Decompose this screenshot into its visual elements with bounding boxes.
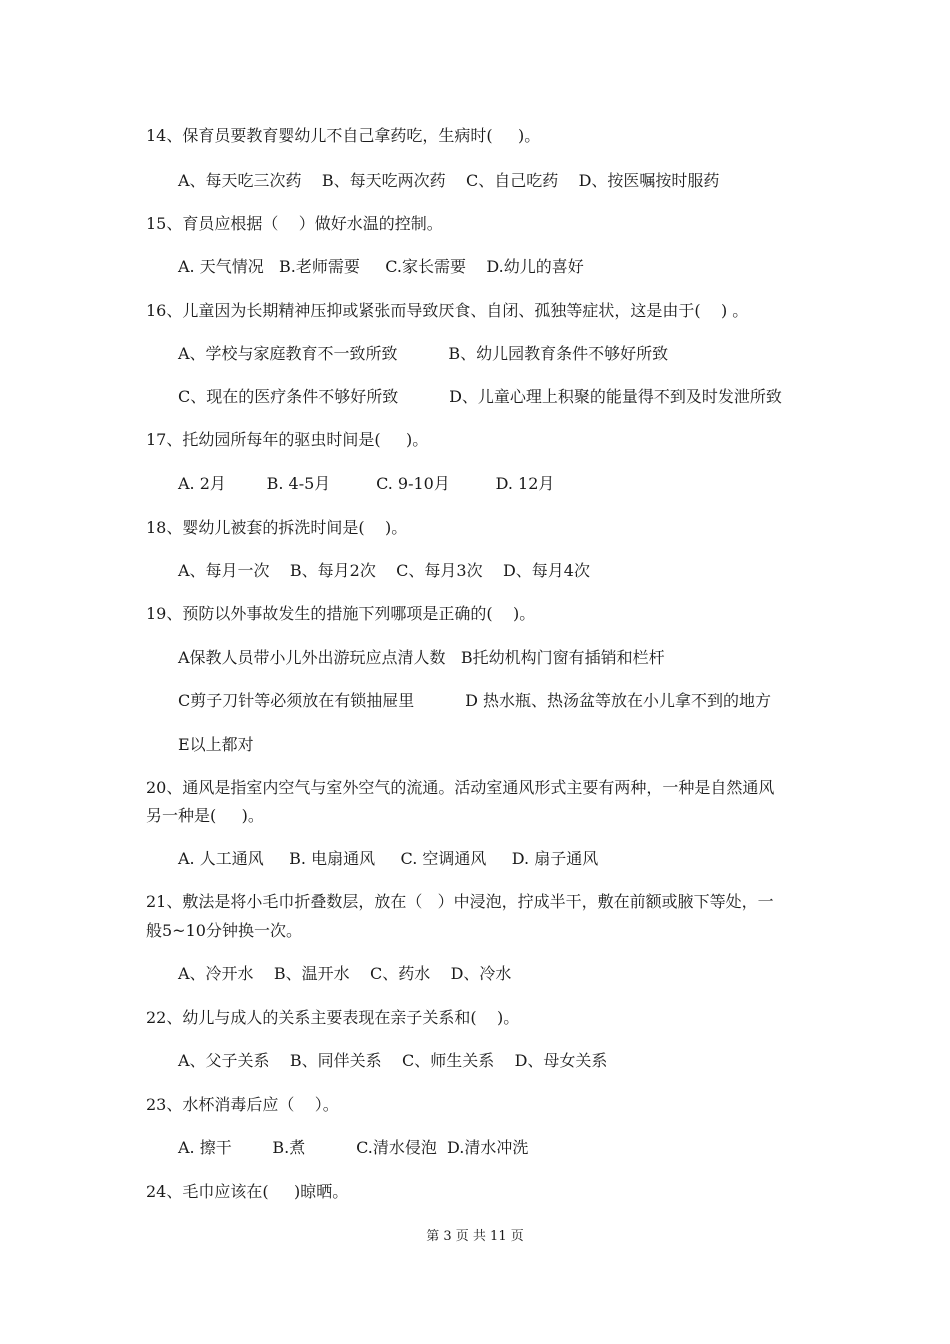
question-text: 15、育员应根据（ ）做好水温的控制。	[146, 214, 443, 233]
question-text: 16、儿童因为长期精神压抑或紧张而导致厌食、自闭、孤独等症状，这是由于( ) 。	[146, 301, 749, 320]
option-line: A. 天气情况 B.老师需要 C.家长需要 D.幼儿的喜好	[178, 257, 584, 276]
question-text: 20、通风是指室内空气与室外空气的流通。活动室通风形式主要有两种，一种是自然通风	[146, 778, 775, 797]
option-line: A、每月一次 B、每月2次 C、每月3次 D、每月4次	[178, 561, 590, 580]
option-line: A、学校与家庭教育不一致所致 B、幼儿园教育条件不够好所致	[178, 344, 669, 363]
option-line: A. 人工通风 B. 电扇通风 C. 空调通风 D. 扇子通风	[178, 849, 599, 868]
question-text: 般5~10分钟换一次。	[146, 921, 302, 940]
option-line: A、冷开水 B、温开水 C、药水 D、冷水	[178, 964, 512, 983]
option-line: E以上都对	[178, 735, 254, 754]
option-line: C、现在的医疗条件不够好所致 D、儿童心理上积聚的能量得不到及时发泄所致	[178, 387, 782, 406]
option-line: A、每天吃三次药 B、每天吃两次药 C、自己吃药 D、按医嘱按时服药	[178, 171, 720, 190]
option-line: A. 擦干 B.煮 C.清水侵泡 D.清水冲洗	[178, 1138, 529, 1157]
question-text: 另一种是( )。	[146, 806, 264, 825]
option-line: A保教人员带小儿外出游玩应点清人数 B托幼机构门窗有插销和栏杆	[178, 648, 665, 667]
page-footer: 第 3 页 共 11 页	[426, 1229, 524, 1244]
question-text: 17、托幼园所每年的驱虫时间是( )。	[146, 430, 429, 449]
question-text: 22、幼儿与成人的关系主要表现在亲子关系和( )。	[146, 1008, 520, 1027]
option-line: C剪子刀针等必须放在有锁抽屉里 D 热水瓶、热汤盆等放在小儿拿不到的地方	[178, 691, 772, 710]
question-text: 18、婴幼儿被套的拆洗时间是( )。	[146, 518, 408, 537]
option-line: A. 2月 B. 4-5月 C. 9-10月 D. 12月	[178, 474, 555, 493]
question-text: 19、预防以外事故发生的措施下列哪项是正确的( )。	[146, 604, 536, 623]
option-line: A、父子关系 B、同伴关系 C、师生关系 D、母女关系	[178, 1051, 608, 1070]
question-text: 14、保育员要教育婴幼儿不自己拿药吃，生病时( )。	[146, 126, 541, 145]
question-text: 21、敷法是将小毛巾折叠数层，放在（ ）中浸泡，拧成半干，敷在前额或腋下等处，一	[146, 892, 774, 911]
question-text: 24、毛巾应该在( )晾晒。	[146, 1182, 349, 1201]
question-text: 23、水杯消毒后应（ ）。	[146, 1095, 339, 1114]
